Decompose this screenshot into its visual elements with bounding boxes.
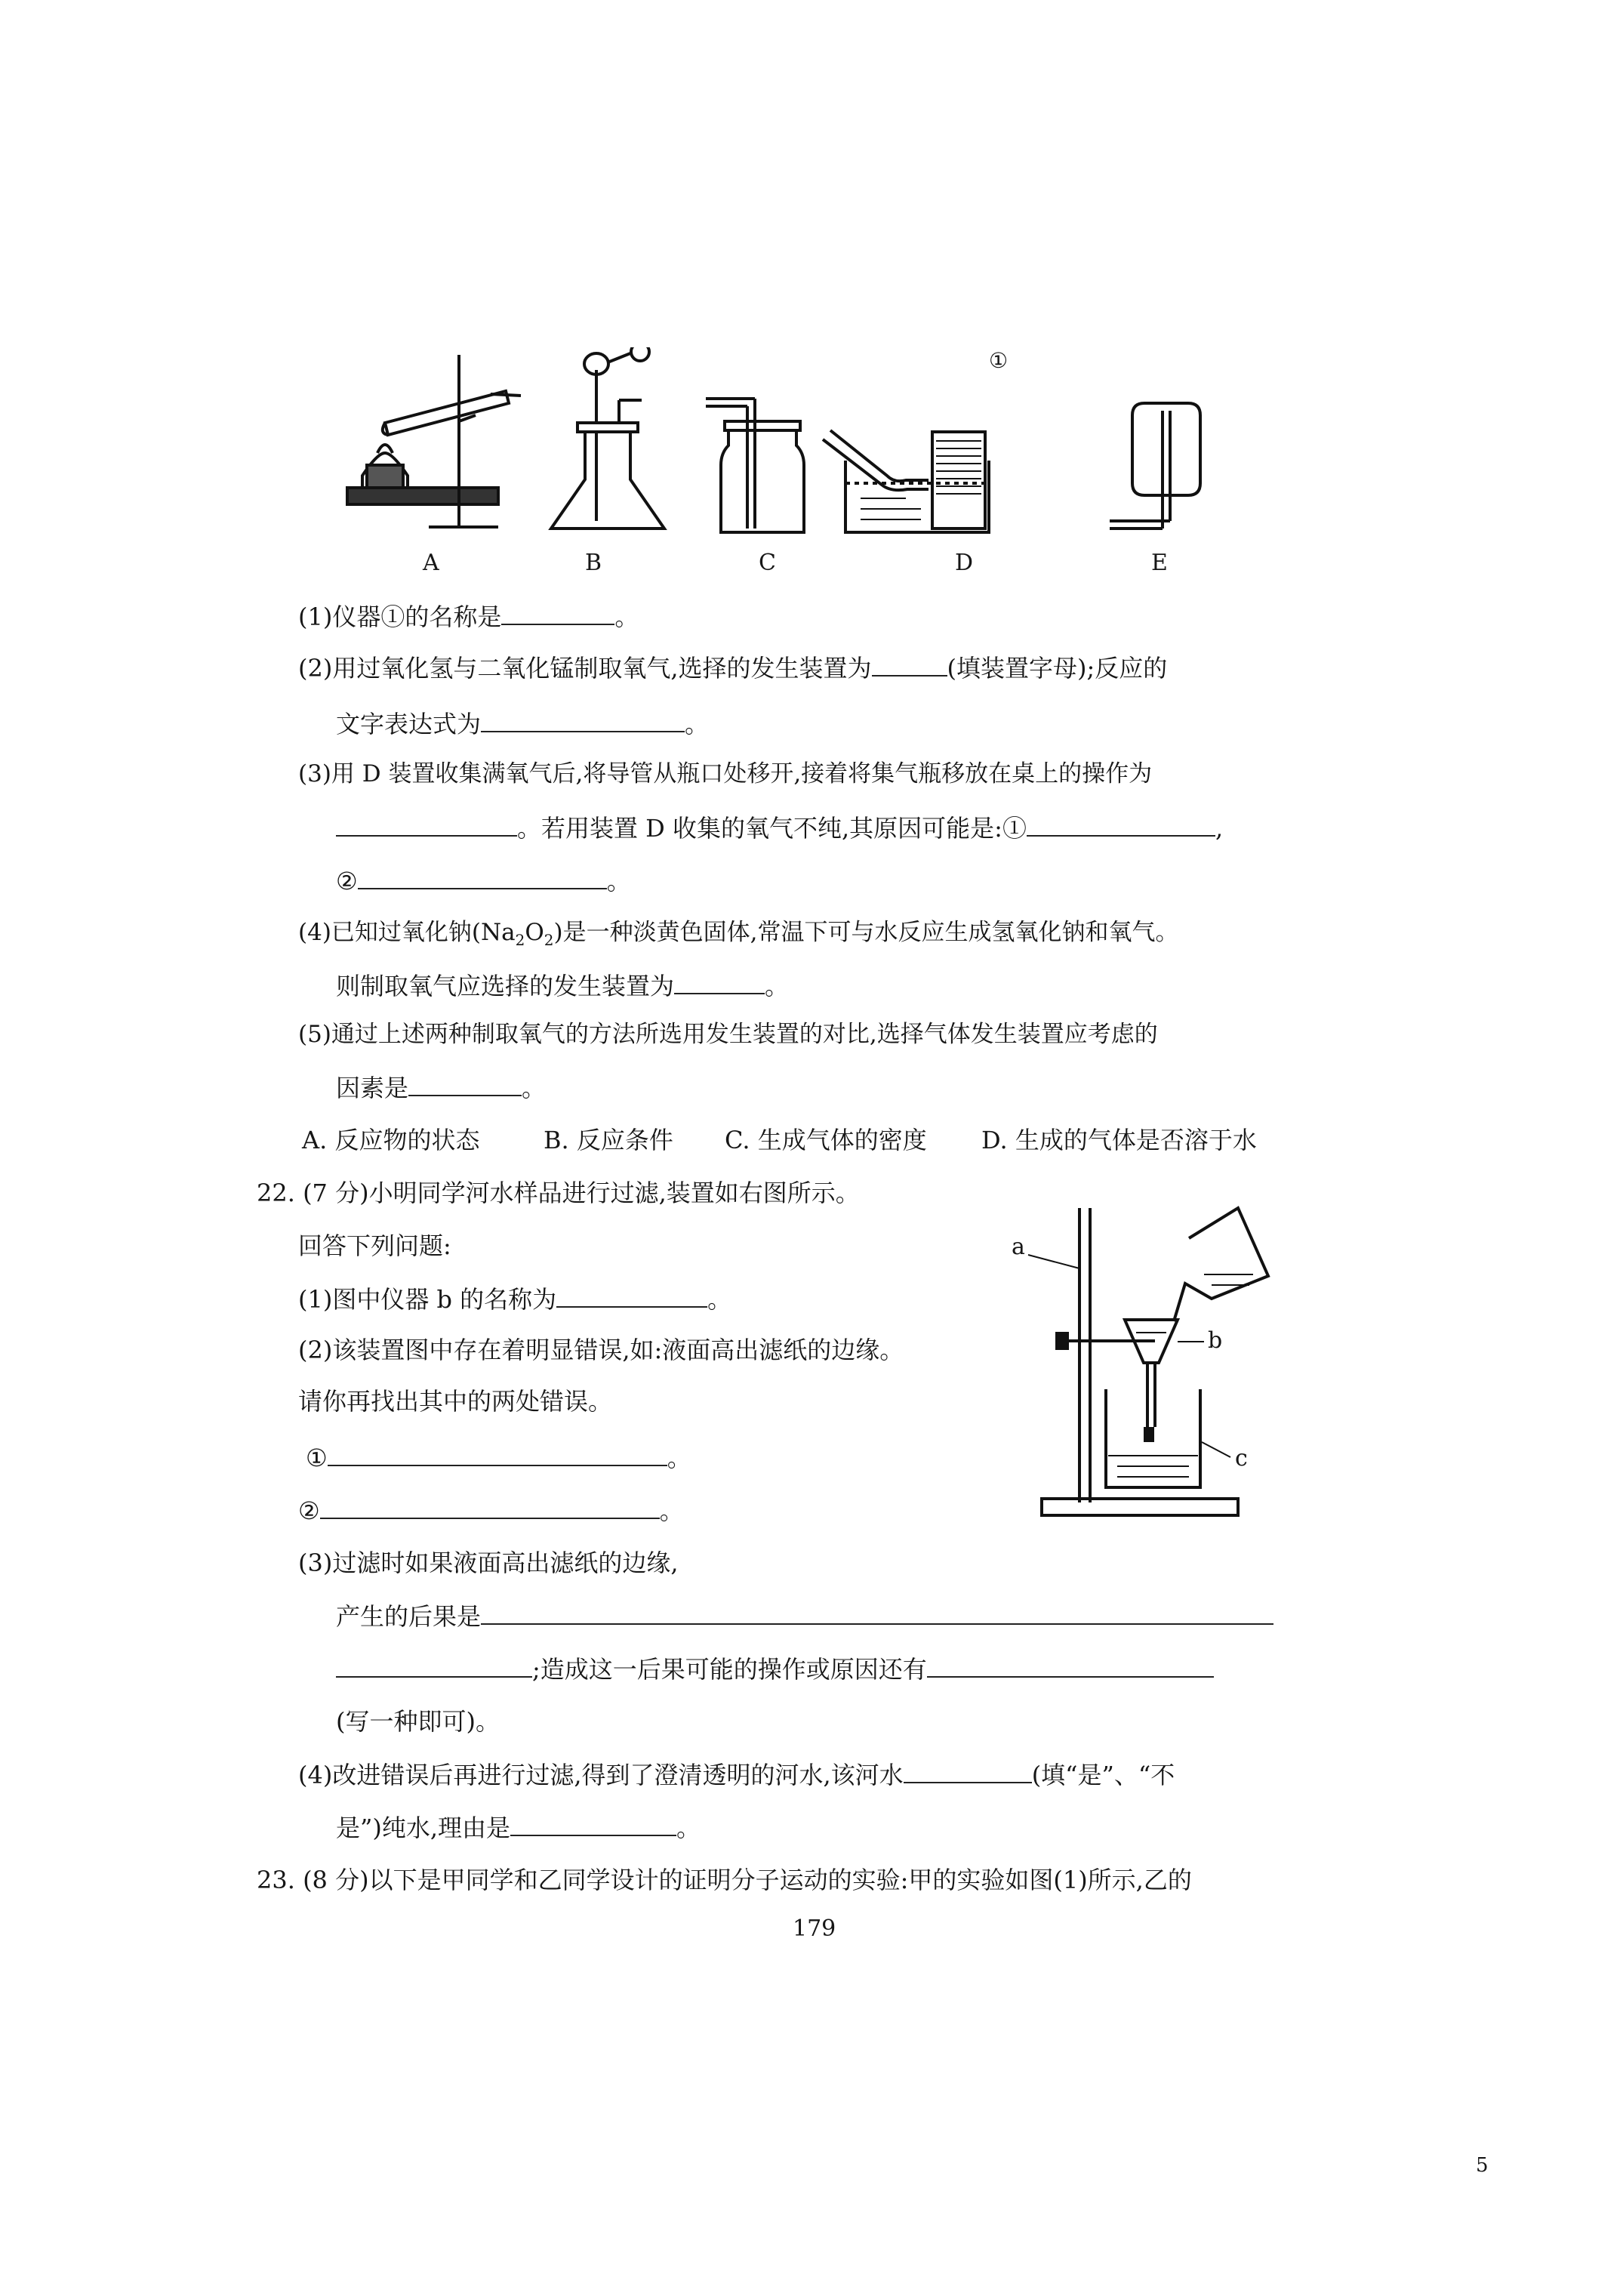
q21-option-c: C. 生成气体的密度 [725,1126,927,1154]
q21-option-a: A. 反应物的状态 [302,1126,480,1154]
label-c: C [759,550,776,576]
q21-part2: (2)用过氧化氢与二氧化锰制取氧气,选择的发生装置为 (填装置字母);反应的 [298,654,1168,683]
q21-part3-line2: 。若用装置 D 收集的氧气不纯,其原因可能是:① , [336,812,1223,843]
q22-part2-item1: ① 。 [306,1444,691,1472]
answer-blank[interactable] [872,652,947,676]
label-d: D [955,550,974,576]
q21-part4: (4)已知过氧化钠$(Na_2O_2)$是一种淡黄色固体,常温下可与水反应生成氢氧化钠和氧气。 [298,919,1179,950]
label-e: E [1151,550,1168,576]
fig-label-b: b [1208,1327,1223,1354]
answer-blank[interactable] [510,1812,676,1836]
answer-blank[interactable] [501,601,614,625]
answer-blank[interactable] [328,1442,667,1466]
answer-blank[interactable] [358,865,607,889]
q22-part3-line3: ;造成这一后果可能的操作或原因还有 [336,1653,1214,1684]
q22-part4-line2: 是”)纯水,理由是 。 [336,1814,701,1842]
apparatus-e [1110,403,1200,529]
q22-part3-line2: 产生的后果是 [336,1601,1273,1632]
q21-option-b: B. 反应条件 [544,1126,673,1154]
q22-heading: 22. (7 分)小明同学河水样品进行过滤,装置如右图所示。 [257,1179,860,1207]
answer-blank[interactable] [556,1284,707,1308]
q21-part3-line3: ② 。 [336,867,631,895]
q22-part2-line2: 请你再找出其中的两处错误。 [298,1387,613,1416]
answer-blank[interactable] [481,1601,1273,1625]
label-b: B [585,550,602,576]
q21-part5-line2: 因素是 。 [336,1074,547,1102]
q22-part1: (1)图中仪器 b 的名称为 。 [298,1285,732,1314]
circle-one-label: ① [989,348,1009,373]
q22-part2-item2: ② 。 [298,1496,684,1525]
q23-heading: 23. (8 分)以下是甲同学和乙同学设计的证明分子运动的实验:甲的实验如图(1)所示,乙的 [257,1866,1192,1894]
q22-part4: (4)改进错误后再进行过滤,得到了澄清透明的河水,该河水 (填“是”、“不 [298,1761,1175,1789]
answer-blank[interactable] [336,1653,532,1678]
q21-part2-line2: 文字表达式为 。 [336,710,710,738]
filtration-figure [1004,1193,1321,1525]
apparatus-b [551,347,664,529]
q21-part3: (3)用 D 装置收集满氧气后,将导管从瓶口处移开,接着将集气瓶移放在桌上的操作为 [298,760,1153,787]
q21-part5: (5)通过上述两种制取氧气的方法所选用发生装置的对比,选择气体发生装置应考虑的 [298,1021,1158,1048]
q21-part4-line2: 则制取氧气应选择的发生装置为 。 [336,972,790,1000]
answer-blank[interactable] [904,1759,1032,1783]
q22-part3: (3)过滤时如果液面高出滤纸的边缘, [298,1549,679,1577]
answer-blank[interactable] [320,1495,660,1519]
fig-label-a: a [1012,1234,1025,1260]
q22-part2: (2)该装置图中存在着明显错误,如:液面高出滤纸的边缘。 [298,1336,904,1364]
apparatus-a [347,355,521,529]
q22-part3-line4: (写一种即可)。 [336,1707,500,1736]
q22-intro: 回答下列问题: [298,1231,451,1260]
answer-blank[interactable] [336,812,517,837]
answer-blank[interactable] [1027,812,1215,837]
label-a: A [423,550,439,576]
answer-blank[interactable] [674,970,765,994]
answer-blank[interactable] [927,1653,1214,1678]
corner-number: 5 [1476,2154,1489,2177]
fig-label-c: c [1235,1445,1248,1472]
page-number: 179 [793,1915,836,1942]
apparatus-d [823,430,989,532]
apparatus-figure [332,347,1313,551]
q21-part1: (1)仪器①的名称是 。 [298,603,639,631]
answer-blank[interactable] [481,708,685,732]
answer-blank[interactable] [408,1072,522,1096]
q21-option-d: D. 生成的气体是否溶于水 [981,1126,1257,1154]
apparatus-c [706,399,804,532]
